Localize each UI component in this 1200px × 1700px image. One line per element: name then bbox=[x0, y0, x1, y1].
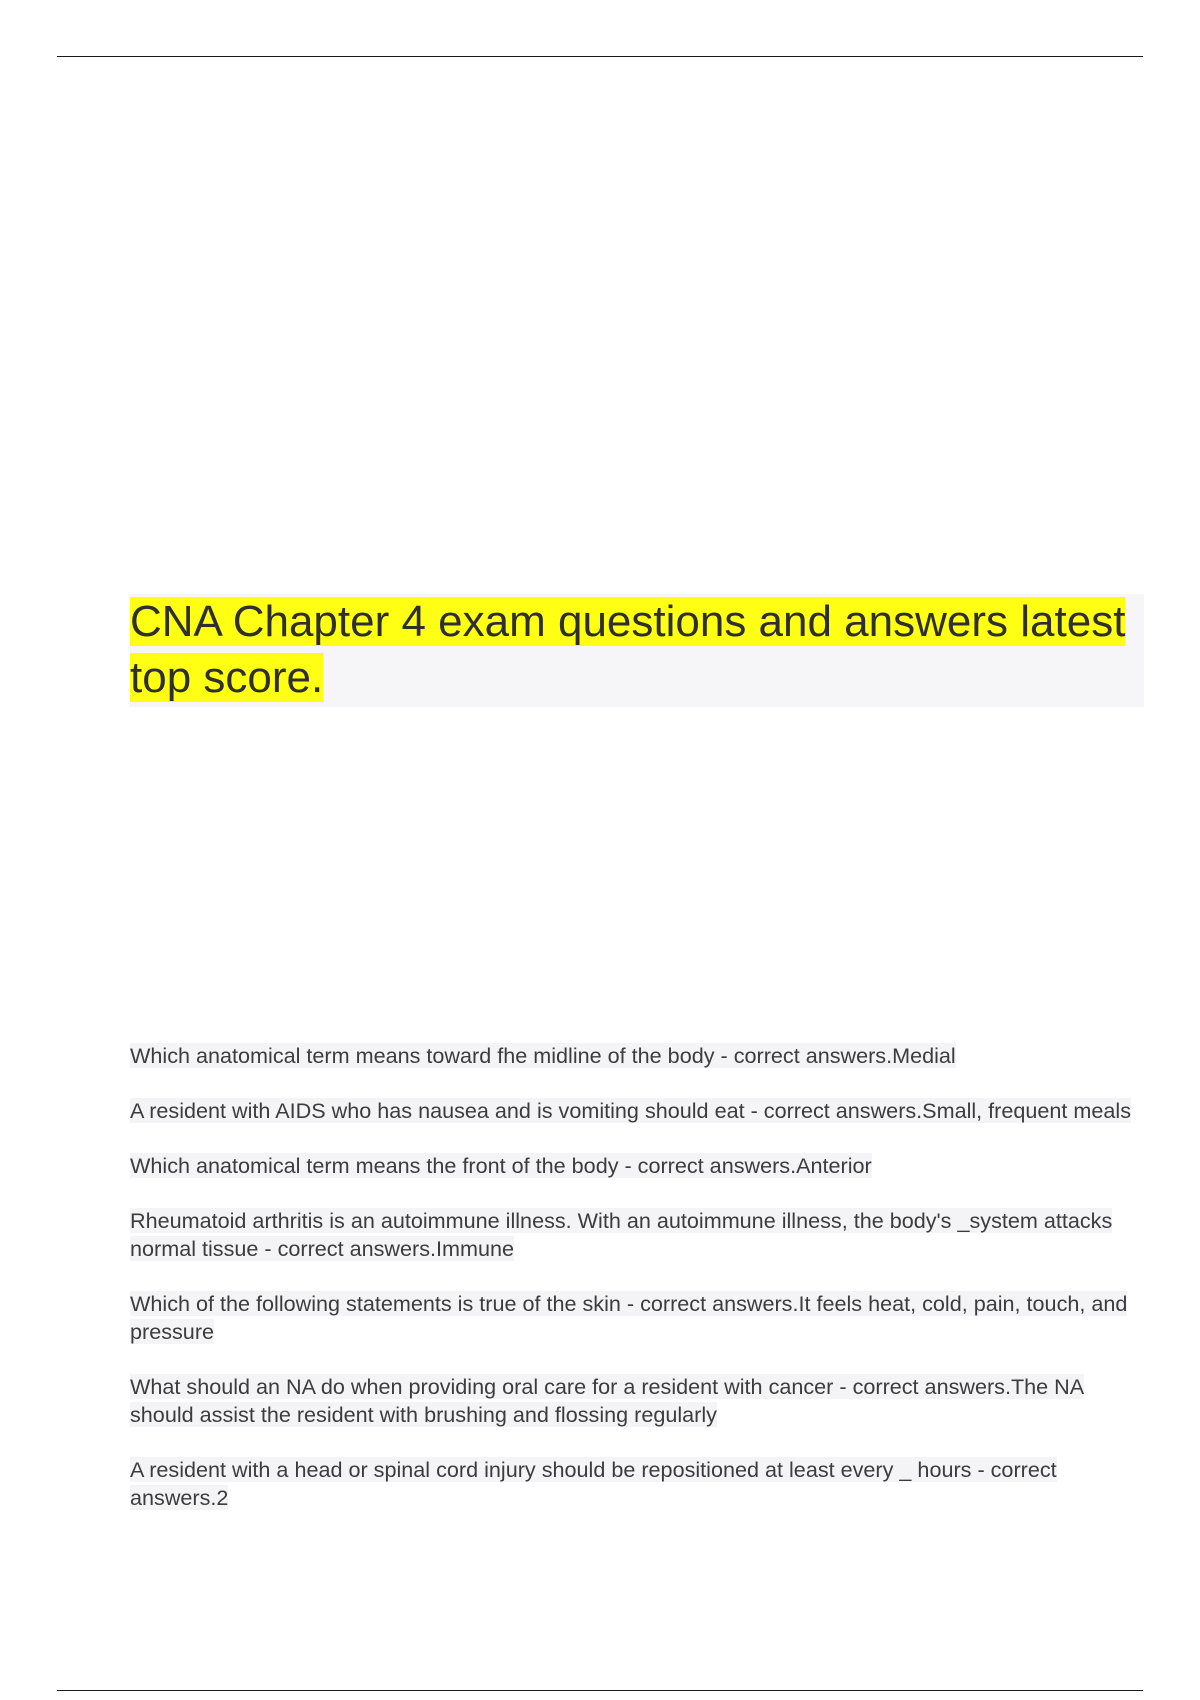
qa-item bbox=[130, 1290, 1144, 1346]
qa-list bbox=[130, 1042, 1144, 1539]
page-bottom-rule bbox=[57, 1690, 1143, 1691]
qa-item-text: Which anatomical term means toward fhe midline of the body - correct answers.Medial bbox=[130, 1043, 956, 1068]
qa-item bbox=[130, 1042, 1144, 1070]
qa-item-text: Which anatomical term means the front of the body - correct answers.Anterior bbox=[130, 1153, 872, 1178]
page-top-rule bbox=[57, 56, 1143, 57]
title-block bbox=[130, 594, 1144, 707]
qa-item-text: What should an NA do when providing oral care for a resident with cancer - correct answers.The NA should assist the resident with brushing and flossing regularly bbox=[130, 1374, 1085, 1427]
qa-item bbox=[130, 1097, 1144, 1125]
qa-item-text: Which of the following statements is true of the skin - correct answers.It feels heat, cold, pain, touch, and pressure bbox=[130, 1291, 1128, 1344]
qa-item bbox=[130, 1152, 1144, 1180]
qa-item bbox=[130, 1456, 1144, 1512]
qa-item-text: A resident with AIDS who has nausea and is vomiting should eat - correct answers.Small, frequent meals bbox=[130, 1098, 1132, 1123]
qa-item-text: A resident with a head or spinal cord injury should be repositioned at least every _ hours - correct answers.2 bbox=[130, 1457, 1057, 1510]
qa-item-text: Rheumatoid arthritis is an autoimmune illness. With an autoimmune illness, the body's _system attacks normal tissue - correct answers.Immune bbox=[130, 1208, 1113, 1261]
qa-item bbox=[130, 1373, 1144, 1429]
qa-item bbox=[130, 1207, 1144, 1263]
document-title-highlight: CNA Chapter 4 exam questions and answers latest top score. bbox=[130, 597, 1126, 702]
document-title bbox=[130, 594, 1144, 706]
